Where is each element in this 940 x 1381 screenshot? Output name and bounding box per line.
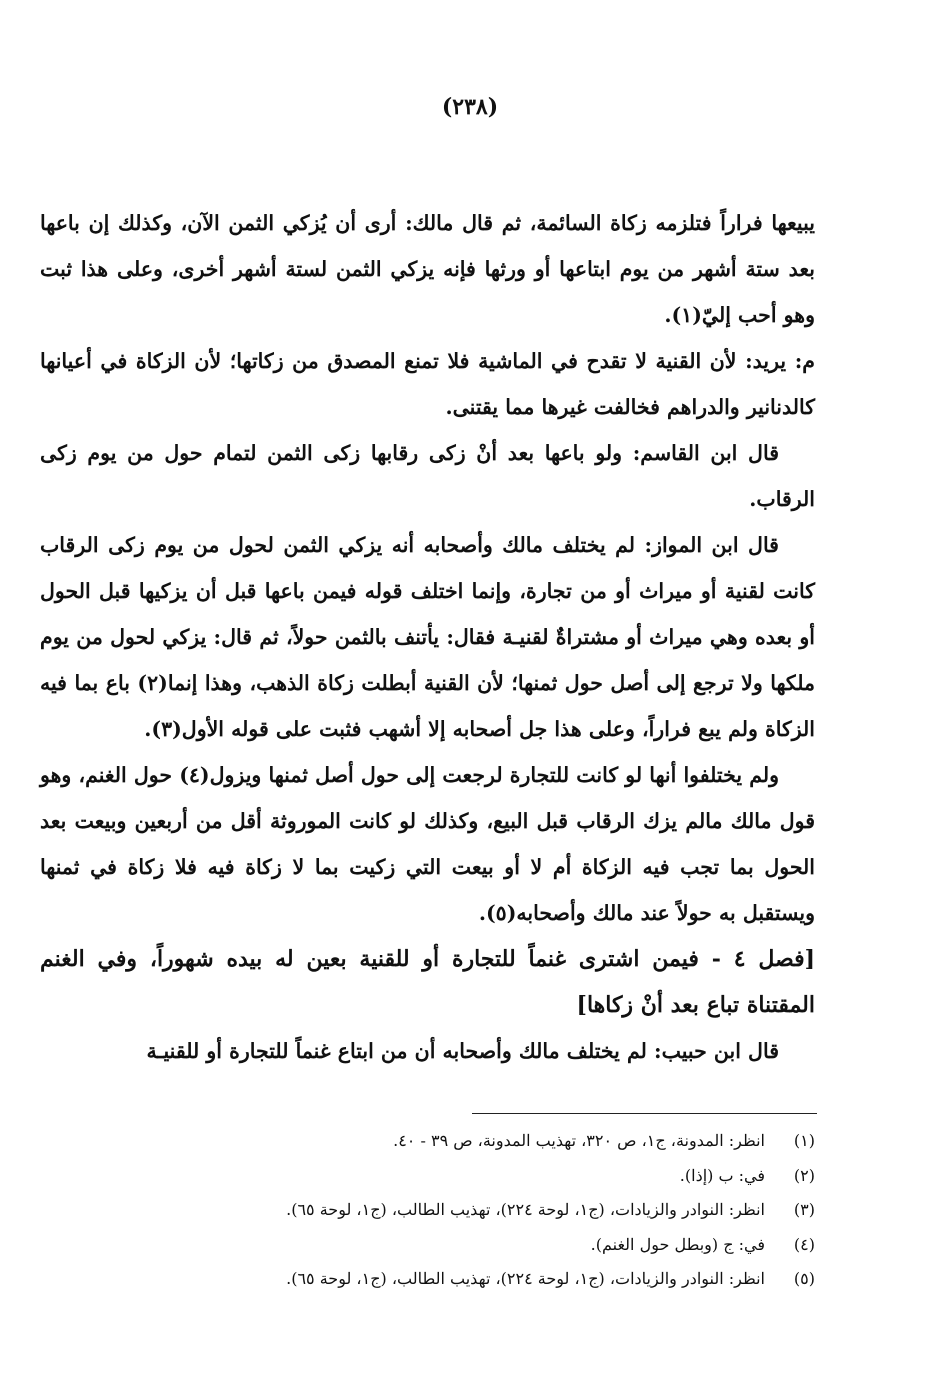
paragraph: يبيعها فراراً فتلزمه زكاة السائمة، ثم قال مالك: أرى أن يُزكي الثمن الآن، وكذلك إن باعها بعد ستة أشهر من يوم ابتاعها أو ورثها فإنه يزكي الثمن لستة أشهر أخرى، وعلى هذا ثبت وهو أحب إليّ(١). (40, 211, 815, 327)
footnote (100, 1228, 815, 1263)
paragraph: ولم يختلفوا أنها لو كانت للتجارة لرجعت إلى حول أصل ثمنها ويزول(٤) حول الغنم، وهو قول مالك مالم يزك الرقاب قبل البيع، وكذلك لو كانت الموروثة أقل من أربعين وبيعت بعد الحول بما تجب فيه الزكاة أم لا أو بيعت التي زكيت بما لا زكاة فيه فلا زكاة في ثمنها ويستقبل به حولاً عند مالك وأصحابه(٥). (40, 763, 815, 925)
paragraph: قال ابن القاسم: ولو باعها بعد أنْ زكى رقابها زكى الثمن لتمام حول من يوم زكى الرقاب. (40, 441, 815, 511)
footnote (100, 1262, 815, 1297)
footnotes (100, 1124, 815, 1297)
footnote-text: في: ج (وبطل حول الغنم). (590, 1234, 765, 1254)
footnote (100, 1159, 815, 1194)
footnote-number: (٤) (793, 1234, 815, 1254)
page-number: (٢٣٨) (441, 94, 499, 120)
section-heading: [فصل ٤ - فيمن اشترى غنماً للتجارة أو للقنية بعين له بيده شهوراً، وفي الغنم المقتناة تباع بعد أنْ زكاها] (40, 946, 816, 1018)
footnote-text: في: ب (إذا). (679, 1165, 765, 1185)
paragraph: قال ابن المواز: لم يختلف مالك وأصحابه أنه يزكي الثمن لحول من يوم زكى الرقاب كانت لقنية أو ميراث أو من تجارة، وإنما اختلف قوله فيمن باعها قبل أن يزكيها قبل الحول أو بعده وهي ميراث أو مشتراةٌ لقنيـة فقال: يأتنف بالثمن حولاً، ثم قال: يزكي لحول من يوم ملكها ولا ترجع إلى أصل حول ثمنها؛ لأن القنية أبطلت زكاة الذهب، وهذا إنما(٢) باع بما فيه الزكاة ولم يبع فراراً، وعلى هذا جل أصحابه إلا أشهب فثبت على قوله الأول(٣). (40, 533, 815, 741)
footnote-number: (٣) (793, 1200, 815, 1219)
footnote-text: انظر: المدونة، ج١، ص ٣٢٠، تهذيب المدونة، ص ٣٩ - ٤٠. (393, 1131, 765, 1150)
footnote (100, 1124, 815, 1159)
footnote-divider (472, 1113, 817, 1114)
footnote-text: انظر: النوادر والزيادات، (ج١، لوحة ٢٢٤)، تهذيب الطالب، (ج١، لوحة ٦٥). (286, 1200, 765, 1219)
paragraph: قال ابن حبيب: لم يختلف مالك وأصحابه أن من ابتاع غنماً للتجارة أو للقنيـة (146, 1039, 779, 1063)
paragraph: م: يريد: لأن القنية لا تقدح في الماشية فلا تمنع المصدق من زكاتها؛ لأن الزكاة في أعيانها كالدنانير والدراهم فخالفت غيرها مما يقتنى. (40, 349, 815, 419)
footnote-number: (٥) (793, 1269, 815, 1288)
footnote-number: (٢) (793, 1165, 815, 1185)
footnote-text: انظر: النوادر والزيادات، (ج١، لوحة ٢٢٤)، تهذيب الطالب، (ج١، لوحة ٦٥). (286, 1269, 765, 1288)
footnote (100, 1193, 815, 1228)
footnote-number: (١) (793, 1131, 815, 1150)
main-text (40, 200, 815, 1074)
